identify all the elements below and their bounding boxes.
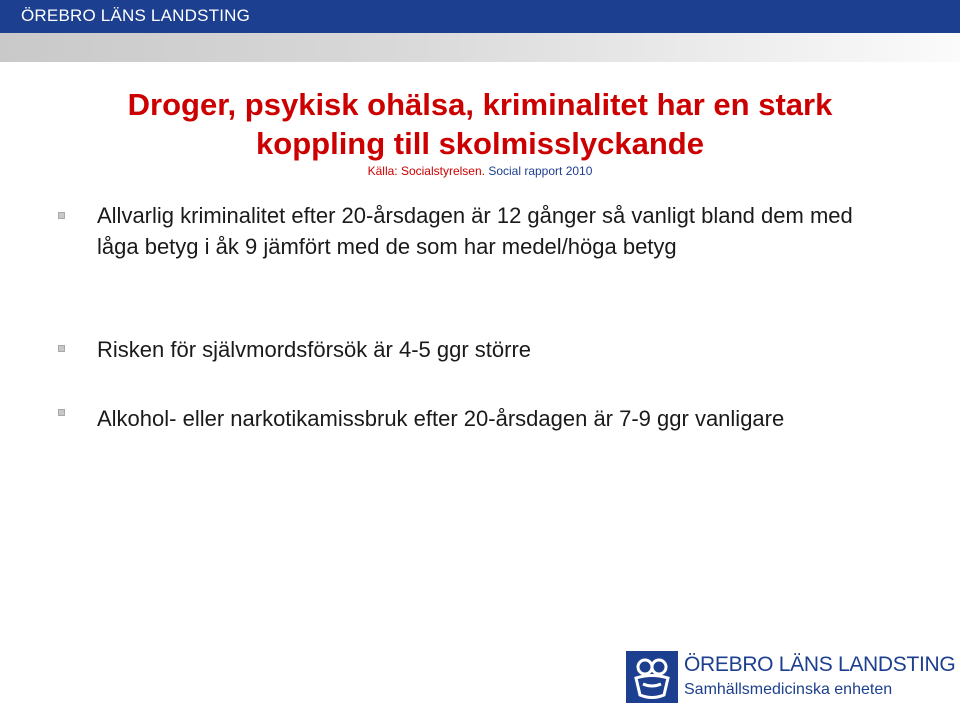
source-citation-report: Social rapport 2010: [484, 164, 593, 178]
source-citation: [0, 164, 960, 178]
header-bar: [0, 0, 960, 33]
bullet-text-2: Risken för självmordsförsök är 4-5 ggr större: [97, 337, 532, 362]
header-gradient-strip: [0, 33, 960, 62]
bullet-marker-icon: [58, 409, 65, 416]
slide-title-line-2: koppling till skolmisslyckande: [256, 126, 704, 161]
source-citation-agency: Källa: Socialstyrelsen.: [367, 164, 485, 178]
bullet-text-3: Alkohol- eller narkotikamissbruk efter 20-årsdagen är 7-9 ggr vanligare: [97, 406, 785, 431]
organization-logo-icon: [626, 651, 678, 703]
org-name: ÖREBRO LÄNS LANDSTING: [21, 6, 251, 25]
bullet-marker-icon: [58, 212, 65, 219]
bullet-marker-icon: [58, 345, 65, 352]
logo-unit-name: Samhällsmedicinska enheten: [684, 681, 893, 698]
logo-organization-name: ÖREBRO LÄNS LANDSTING: [684, 653, 956, 676]
slide-title-line-1: Droger, psykisk ohälsa, kriminalitet har en stark: [127, 87, 833, 122]
bullet-text-1: Allvarlig kriminalitet efter 20-årsdagen är 12 gånger så vanligt bland dem med låga betyg i åk 9 jämfört med de som har medel/höga betyg: [97, 203, 853, 259]
